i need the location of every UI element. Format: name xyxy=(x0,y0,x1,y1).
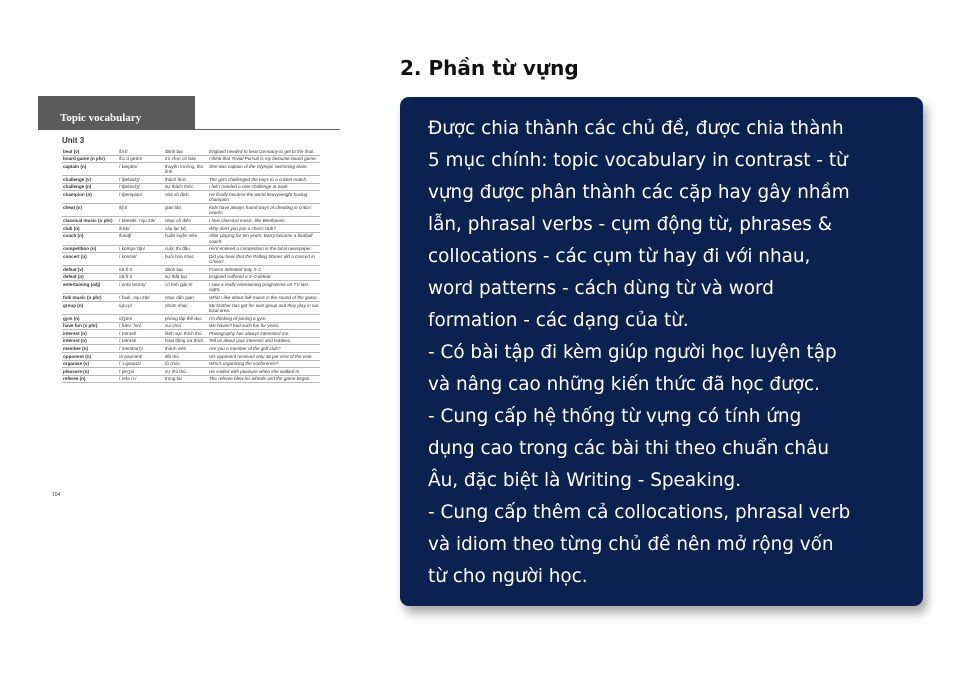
vocab-example: I saw a really entertaining programme on TV last night. xyxy=(208,281,320,294)
vocab-word: beat (v) xyxy=(62,148,118,155)
vocab-word: concert (n) xyxy=(62,253,118,266)
card-text-line: - Cung cấp thêm cả collocations, phrasal verb xyxy=(428,502,851,523)
vocab-meaning: buổi hòa nhạc xyxy=(164,253,208,266)
table-row xyxy=(62,273,320,281)
vocab-word: entertaining (adj) xyxy=(62,281,118,294)
vocab-example: Who's organising the conference? xyxy=(208,360,320,368)
vocab-ipa: /əˈpəʊnənt/ xyxy=(118,352,164,360)
vocab-ipa: /bɔːd ɡeɪm/ xyxy=(118,155,164,163)
vocab-meaning: thành viên xyxy=(164,345,208,353)
vocab-ipa: /ˈkɒnsət/ xyxy=(118,253,164,266)
vocab-example: After playing for ten years, Barry became a football coach. xyxy=(208,232,320,245)
vocab-example: My brother has got his own group and they play in our local area. xyxy=(209,302,319,313)
vocab-ipa: /ˈtʃæmpiən/ xyxy=(118,191,164,204)
book-page-header-text: Topic vocabulary xyxy=(60,112,142,124)
description-card xyxy=(400,97,923,606)
vocab-ipa: /ˈtʃælɪndʒ/ xyxy=(118,176,164,184)
vocab-word: referee (n) xyxy=(62,375,118,383)
vocab-example: He smiled with pleasure when she walked in. xyxy=(208,368,320,376)
card-text-line: Âu, đặc biệt là Writing - Speaking. xyxy=(428,470,742,491)
vocab-meaning: sự thú thú xyxy=(164,368,208,376)
card-text-line: và idiom theo từng chủ đề nên mở rộng vốn xyxy=(428,534,834,555)
vocab-word: group (n) xyxy=(62,301,118,314)
vocab-ipa: /ˌhæv ˈfʌn/ xyxy=(118,322,164,330)
vocabulary-table xyxy=(62,148,320,383)
vocab-ipa: /dɪˈfiːt/ xyxy=(118,273,164,281)
card-text-line: lẫn, phrasal verbs - cụm động từ, phrases & xyxy=(428,214,833,235)
table-row xyxy=(62,266,320,274)
vocab-ipa: /ˌrefəˈriː/ xyxy=(118,375,164,383)
card-text-line: Được chia thành các chủ đề, được chia thành xyxy=(428,118,844,139)
vocab-meaning: đánh bại xyxy=(164,266,208,274)
vocab-ipa: /ˈɪntrəst/ xyxy=(118,330,164,338)
vocab-ipa: /klʌb/ xyxy=(118,224,164,232)
table-row xyxy=(62,368,320,376)
card-text-line: 5 mục chính: topic vocabulary in contrast - từ xyxy=(428,150,848,171)
book-page-number: 104 xyxy=(52,492,61,498)
vocab-word: board game (n phr) xyxy=(62,155,118,163)
table-row xyxy=(62,224,320,232)
vocab-meaning: đánh bại xyxy=(164,148,208,155)
vocab-word: opponent (n) xyxy=(62,352,118,360)
vocab-ipa: /tʃiːt/ xyxy=(118,204,164,217)
vocab-word: organise (v) xyxy=(62,360,118,368)
table-row xyxy=(62,314,320,322)
vocab-word: interest (n) xyxy=(62,330,118,338)
vocab-ipa: /ˌentəˈteɪnɪŋ/ xyxy=(118,281,164,294)
vocab-meaning: lãnh vực thích thú xyxy=(164,330,208,338)
table-row xyxy=(62,345,320,353)
vocab-meaning: hoạt động ưa thích xyxy=(164,337,208,345)
card-text-line: formation - các dạng của từ. xyxy=(428,310,689,331)
vocab-example: His opponent received only 36 per cent of the vote. xyxy=(208,352,320,360)
table-row xyxy=(62,148,320,155)
vocab-ipa: /ˌkɒmpəˈtɪʃn/ xyxy=(118,245,164,253)
vocab-word: folk music (n phr) xyxy=(62,294,118,302)
vocab-meaning: câu lạc bộ xyxy=(164,224,208,232)
card-text-line: dụng cao trong các bài thi theo chuẩn châu xyxy=(428,438,830,459)
vocab-example: Photography has always interested me. xyxy=(208,330,320,338)
vocab-word: have fun (v phr) xyxy=(62,322,118,330)
vocab-example: England needed to beat Germany to get to the final. xyxy=(208,148,320,155)
vocab-example: Why don't you join a chess club? xyxy=(208,224,320,232)
vocab-example: England suffered a 3–0 defeat. xyxy=(208,273,320,281)
table-row xyxy=(62,155,320,163)
card-text-line: - Cung cấp hệ thống từ vựng có tính ứng xyxy=(428,406,802,427)
vocab-meaning: trò chơi cờ bàn xyxy=(164,155,208,163)
table-row xyxy=(62,281,320,294)
vocab-meaning: sự thách thức xyxy=(164,183,208,191)
vocab-example: I felt I needed a new challenge at work. xyxy=(208,183,320,191)
vocab-word: cheat (v) xyxy=(62,204,118,217)
book-page-image xyxy=(38,96,340,516)
vocab-example: I love classical music, like Beethoven. xyxy=(208,217,320,225)
vocab-word: captain (n) xyxy=(62,163,118,176)
vocab-meaning: có tính giải trí xyxy=(164,281,208,294)
vocab-ipa: /ɡruːp/ xyxy=(118,301,164,314)
vocab-meaning: nhạc dân gian xyxy=(164,294,208,302)
vocab-word: classical music (n phr) xyxy=(62,217,118,225)
vocab-example: He finally became the world heavyweight boxing champion. xyxy=(208,191,320,204)
table-row xyxy=(62,352,320,360)
vocab-word: coach (n) xyxy=(62,232,118,245)
section-title: 2. Phần từ vựng xyxy=(400,56,579,80)
vocab-ipa: /ˈpleʒə/ xyxy=(118,368,164,376)
vocab-example: We haven't had such fun for years. xyxy=(208,322,320,330)
vocab-ipa: /biːt/ xyxy=(118,148,164,155)
vocab-example: The referee blew his whistle and the game began. xyxy=(208,375,320,383)
vocab-ipa: /dɪˈfiːt/ xyxy=(118,266,164,274)
vocab-example: France defeated Italy 3–1. xyxy=(208,266,320,274)
vocab-meaning: vui chơi xyxy=(164,322,208,330)
table-row xyxy=(62,163,320,176)
book-unit-label: Unit 3 xyxy=(62,136,85,145)
vocab-example: She was captain of the Olympic swimming team. xyxy=(208,163,320,176)
vocab-meaning: thuyền trưởng, thủ lĩnh xyxy=(164,163,208,176)
vocab-word: pleasure (n) xyxy=(62,368,118,376)
book-page-header xyxy=(38,96,195,130)
table-row xyxy=(62,294,320,302)
vocab-ipa: /ˈɔːɡənaɪz/ xyxy=(118,360,164,368)
vocab-example: What I like about folk music is the sound of the guitar. xyxy=(208,294,320,302)
vocab-word: competition (n) xyxy=(62,245,118,253)
vocab-meaning: nhà vô địch xyxy=(164,191,208,204)
vocab-meaning: huấn luyện viên xyxy=(164,232,208,245)
vocab-meaning: cuộc thi đấu xyxy=(164,245,208,253)
card-text-line: word patterns - cách dùng từ và word xyxy=(428,278,774,299)
vocab-word: challenge (v) xyxy=(62,176,118,184)
card-text-line: vựng được phân thành các cặp hay gây nhầm xyxy=(428,182,850,203)
vocab-meaning: trọng tài xyxy=(164,375,208,383)
vocab-meaning: sự thất bại xyxy=(164,273,208,281)
vocab-meaning: gian lận xyxy=(164,204,208,217)
vocab-ipa: /ˈkæptɪn/ xyxy=(118,163,164,176)
table-row xyxy=(62,191,320,204)
table-row xyxy=(62,176,320,184)
table-row xyxy=(62,360,320,368)
vocab-example: The girls challenged the boys to a cricket match. xyxy=(208,176,320,184)
table-row xyxy=(62,337,320,345)
vocab-ipa: /ˈmembə(r)/ xyxy=(118,345,164,353)
card-text-line: và nâng cao những kiến thức đã học được. xyxy=(428,374,820,395)
vocab-example: He'd entered a competition in the local newspaper. xyxy=(208,245,320,253)
table-row xyxy=(62,322,320,330)
table-row xyxy=(62,232,320,245)
vocab-example: Tell us about your interests and hobbies. xyxy=(208,337,320,345)
vocab-word: challenge (n) xyxy=(62,183,118,191)
vocab-ipa: /ˈɪntrəst/ xyxy=(118,337,164,345)
vocab-meaning: phòng tập thể dục xyxy=(164,314,208,322)
vocab-example: I'm thinking of joining a gym. xyxy=(208,314,320,322)
vocab-word: member (n) xyxy=(62,345,118,353)
vocab-word: defeat (n) xyxy=(62,273,118,281)
vocab-word: champion (n) xyxy=(62,191,118,204)
table-row xyxy=(62,204,320,217)
table-row xyxy=(62,375,320,383)
table-row xyxy=(62,301,320,314)
vocab-ipa: /dʒɪm/ xyxy=(118,314,164,322)
card-text-line: từ cho người học. xyxy=(428,566,588,587)
vocab-meaning: thách thức xyxy=(164,176,208,184)
vocab-ipa: /kəʊtʃ/ xyxy=(118,232,164,245)
table-row xyxy=(62,217,320,225)
vocab-example: I think that Trivial Pursuit is my favourite board game. xyxy=(208,155,320,163)
book-header-rule xyxy=(195,129,340,130)
table-row xyxy=(62,330,320,338)
vocab-word: club (n) xyxy=(62,224,118,232)
vocab-meaning: nhạc cổ điển xyxy=(164,217,208,225)
card-text-line: - Có bài tập đi kèm giúp người học luyện tập xyxy=(428,342,837,363)
table-row xyxy=(62,245,320,253)
vocab-ipa: /ˈtʃælɪndʒ/ xyxy=(118,183,164,191)
table-row xyxy=(62,253,320,266)
vocab-example: Are you a member of the golf club? xyxy=(208,345,320,353)
vocab-example: Did you hear that the Rolling Stones did a concert in China? xyxy=(208,253,320,266)
card-text xyxy=(428,113,897,593)
vocab-meaning: nhóm nhạc xyxy=(164,301,208,314)
vocab-meaning: tổ chức xyxy=(164,360,208,368)
card-text-line: collocations - các cụm từ hay đi với nhau, xyxy=(428,246,811,267)
table-row xyxy=(62,183,320,191)
vocab-word: defeat (v) xyxy=(62,266,118,274)
vocab-word: gym (n) xyxy=(62,314,118,322)
vocab-word: interest (n) xyxy=(62,337,118,345)
vocab-meaning: đối thủ xyxy=(164,352,208,360)
vocab-ipa: /ˈfəʊk ˌmjuːzɪk/ xyxy=(118,294,164,302)
vocab-ipa: /ˌklæsɪkl ˈmjuːzɪk/ xyxy=(118,217,164,225)
vocab-example: Kids have always found ways of cheating in critics' exams. xyxy=(208,204,320,217)
